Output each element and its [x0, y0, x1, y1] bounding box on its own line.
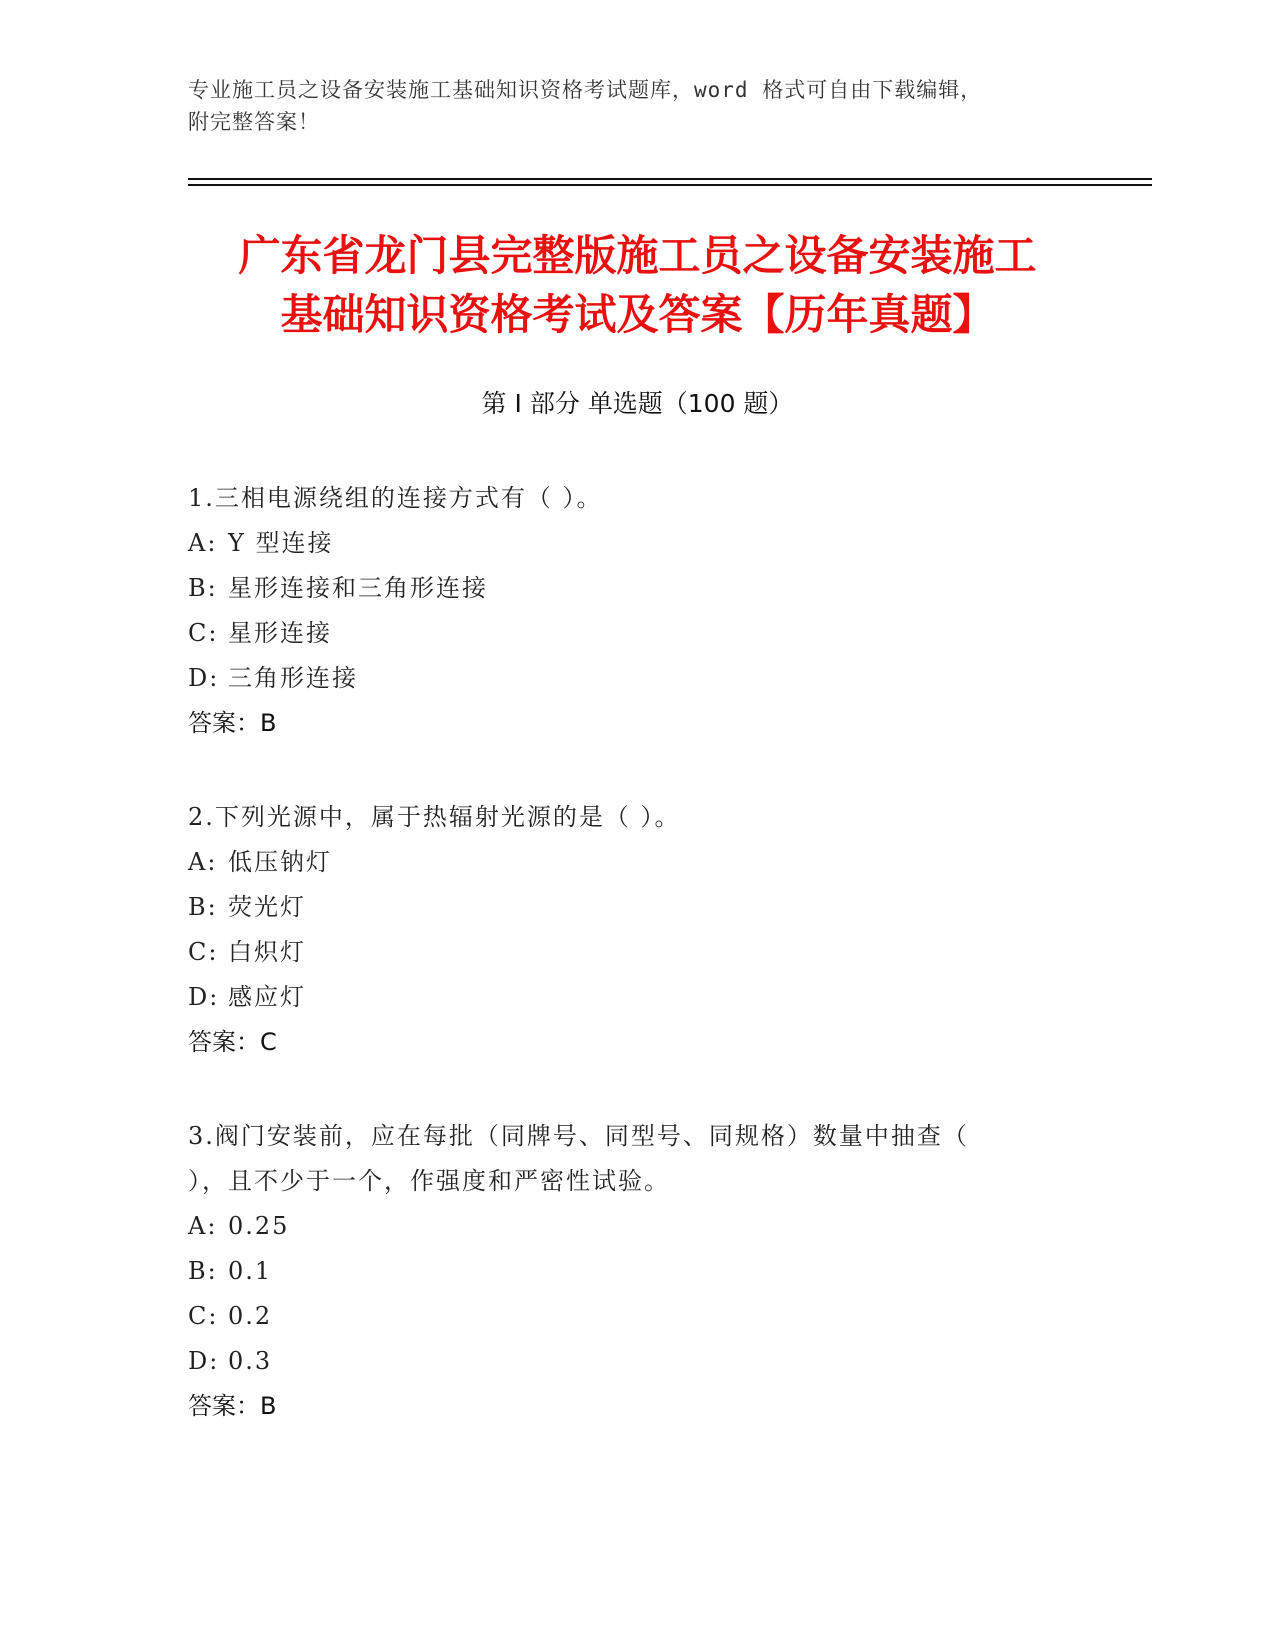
- answer-line: 答案：B: [188, 1392, 277, 1420]
- option-key: D:: [188, 664, 220, 692]
- question-stem: 3.阀门安装前，应在每批（同牌号、同型号、同规格）数量中抽查（: [188, 1122, 969, 1150]
- option-key: D:: [188, 1347, 220, 1375]
- option-b: [188, 885, 1068, 930]
- option-text: 白炽灯: [228, 938, 306, 966]
- option-b: [188, 566, 1068, 611]
- option-key: B:: [188, 574, 218, 602]
- option-c: [188, 930, 1068, 975]
- option-text: 荧光灯: [228, 893, 306, 921]
- option-a: [188, 1204, 1068, 1249]
- option-text: 三角形连接: [228, 664, 358, 692]
- option-d: [188, 1339, 1068, 1384]
- option-a: [188, 521, 1068, 566]
- option-text: 0.25: [228, 1212, 290, 1240]
- document-title-line-1: 广东省龙门县完整版施工员之设备安装施工: [238, 231, 1037, 280]
- option-text: Y 型连接: [228, 529, 334, 557]
- question-list: [188, 476, 1068, 1478]
- option-text: 星形连接和三角形连接: [228, 574, 488, 602]
- document-title: [120, 226, 1155, 344]
- header-note-line-2: 附完整答案！: [188, 110, 320, 134]
- document-title-line-2: 基础知识资格考试及答案【历年真题】: [280, 290, 995, 339]
- option-text: 星形连接: [228, 619, 332, 647]
- question-2: [188, 795, 1068, 1065]
- header-divider-top: [188, 178, 1152, 180]
- option-key: C:: [188, 938, 219, 966]
- option-c: [188, 1294, 1068, 1339]
- section-heading: 第 I 部分 单选题（100 题）: [481, 389, 794, 418]
- option-text: 0.2: [228, 1302, 273, 1330]
- question-1: [188, 476, 1068, 746]
- header-divider-bottom: [188, 184, 1152, 186]
- option-text: 低压钠灯: [228, 848, 332, 876]
- option-key: A:: [188, 848, 218, 876]
- option-c: [188, 611, 1068, 656]
- option-key: A:: [188, 1212, 218, 1240]
- option-key: D:: [188, 983, 220, 1011]
- question-stem: 1.三相电源绕组的连接方式有（ ）。: [188, 484, 603, 512]
- question-stem-continued: ），且不少于一个，作强度和严密性试验。: [188, 1167, 670, 1195]
- option-key: A:: [188, 529, 218, 557]
- question-3: [188, 1114, 1068, 1429]
- answer-line: 答案：B: [188, 709, 277, 737]
- option-d: [188, 975, 1068, 1020]
- option-key: C:: [188, 1302, 219, 1330]
- option-text: 感应灯: [228, 983, 306, 1011]
- option-a: [188, 840, 1068, 885]
- header-note-line-1: 专业施工员之设备安装施工基础知识资格考试题库，word 格式可自由下载编辑，: [188, 78, 983, 102]
- option-key: C:: [188, 619, 219, 647]
- answer-line: 答案：C: [188, 1028, 277, 1056]
- option-text: 0.3: [228, 1347, 273, 1375]
- option-key: B:: [188, 893, 218, 921]
- option-key: B:: [188, 1257, 218, 1285]
- option-text: 0.1: [228, 1257, 273, 1285]
- option-b: [188, 1249, 1068, 1294]
- question-stem: 2.下列光源中，属于热辐射光源的是（ ）。: [188, 803, 681, 831]
- option-d: [188, 656, 1068, 701]
- header-note: [188, 74, 1088, 138]
